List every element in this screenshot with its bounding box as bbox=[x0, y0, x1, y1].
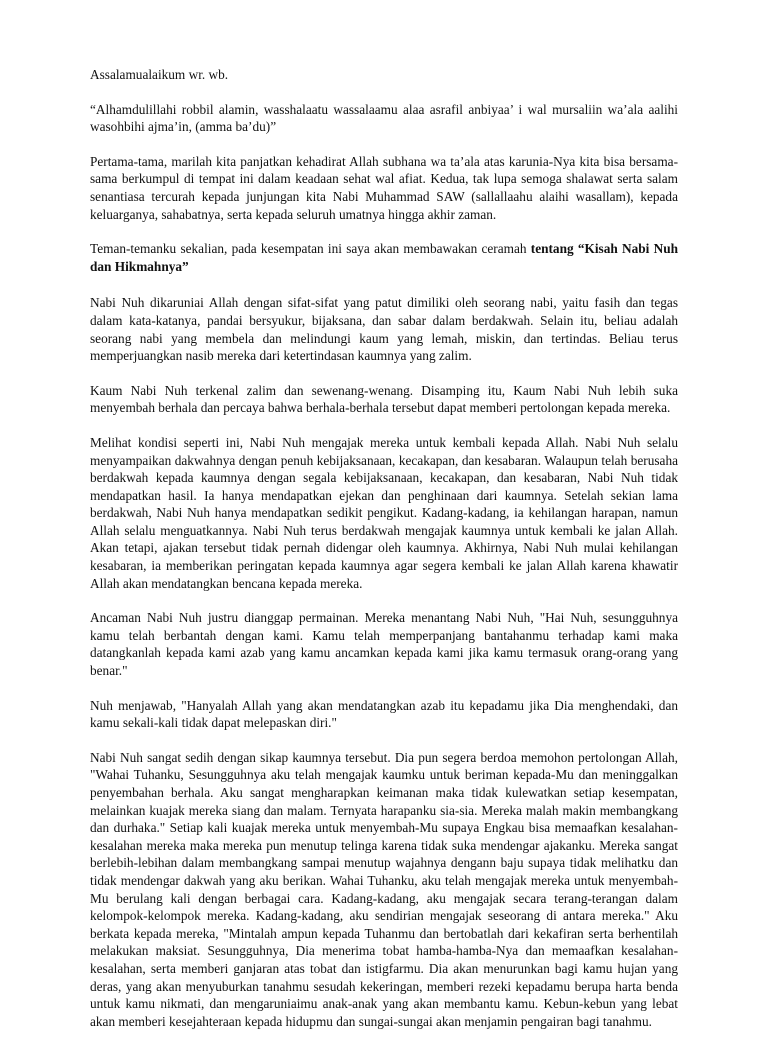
document-page bbox=[90, 66, 678, 1047]
opening-paragraph: Pertama-tama, marilah kita panjatkan kehadirat Allah subhana wa ta’ala atas karunia-Nya kita bisa bersama-sama berkumpul di tempat ini dalam keadaan sehat wal afiat. Kedua, tak lupa semoga shalawat serta salam senantiasa tercurah kepada junjungan kita Nabi Muhammad SAW (sallallaahu alaihi wasallam), kepada keluarganya, sahabatnya, serta kepada seluruh umatnya hingga akhir zaman. bbox=[90, 153, 678, 222]
body-paragraph-5: Nuh menjawab, "Hanyalah Allah yang akan mendatangkan azab itu kepadamu jika Dia menghendaki, dan kamu sekali-kali tidak dapat melepaskan diri." bbox=[90, 697, 678, 731]
intro-text: Teman-temanku sekalian, pada kesempatan ini saya akan membawakan ceramah bbox=[90, 241, 531, 257]
speech-title: tentang “Kisah Nabi Nuh dan Hikmahnya” bbox=[90, 241, 678, 274]
body-paragraph-1: Nabi Nuh dikaruniai Allah dengan sifat-sifat yang patut dimiliki oleh seorang nabi, yaitu fasih dan tegas dalam kata-katanya, pandai bersyukur, bijaksana, dan sabar dalam berdakwah. Selain itu, beliau adalah seorang nabi yang membela dan melindungi kaum yang lemah, miskin, dan tertindas. Beliau terus memperjuangkan nasib mereka dari ketertindasan kaumnya yang zalim. bbox=[90, 295, 678, 364]
intro-paragraph bbox=[90, 240, 678, 275]
body-paragraph-2: Kaum Nabi Nuh terkenal zalim dan sewenang-wenang. Disamping itu, Kaum Nabi Nuh lebih suka menyembah berhala dan percaya bahwa berhala-berhala tersebut dapat memberi pertolongan kepada mereka. bbox=[90, 382, 678, 416]
greeting: Assalamualaikum wr. wb. bbox=[90, 67, 229, 82]
opening-quote: “Alhamdulillahi robbil alamin, wasshalaatu wassalaamu alaa asrafil anbiyaa’ i wal mursaliin wa’ala aalihi wasohbihi ajma’in, (amma ba’du)” bbox=[90, 101, 678, 135]
body-paragraph-4: Ancaman Nabi Nuh justru dianggap permainan. Mereka menantang Nabi Nuh, "Hai Nuh, sesungguhnya kamu telah berbantah dengan kami. Kamu telah memperpanjang bantahanmu terhadap kami maka datangkanlah kepada kami azab yang kamu ancamkan kepada kami jika kamu termasuk orang-orang yang benar." bbox=[90, 610, 678, 679]
body-paragraph-3: Melihat kondisi seperti ini, Nabi Nuh mengajak mereka untuk kembali kepada Allah. Nabi Nuh selalu menyampaikan dakwahnya dengan penuh kebijaksanaan, kecakapan, dan kesabaran. Walaupun telah berusaha berdakwah kepada kaumnya dengan segala kebijaksanaan, kecakapan, dan kesabaran, Nabi Nuh tidak mendapatkan hasil. Ia hanya mendapatkan ejekan dan penghinaan dari kaumnya. Setelah sekian lama berdakwah, Nabi Nuh hanya mendapatkan sedikit pengikut. Kadang-kadang, ia kehilangan harapan, namun Allah selalu menguatkannya. Nabi Nuh terus berdakwah mengajak kaumnya untuk kembali ke jalan Allah. Akan tetapi, ajakan tersebut tidak pernah didengar oleh kaumnya. Akhirnya, Nabi Nuh mulai kehilangan kesabaran, ia memberikan peringatan kepada kaumnya agar segera kembali ke jalan Allah karena khawatir Allah akan mendatangkan bencana kepada mereka. bbox=[90, 434, 678, 591]
body-paragraph-6: Nabi Nuh sangat sedih dengan sikap kaumnya tersebut. Dia pun segera berdoa memohon pertolongan Allah, "Wahai Tuhanku, Sesungguhnya aku telah mengajak kaumku untuk beriman kepada-Mu dan meninggalkan penyembahan berhala. Aku sangat mengharapkan keimanan maka tidak kulewatkan setiap kesempatan, melainkan kuajak mereka siang dan malam. Ternyata harapanku sia-sia. Mereka malah makin membangkang dan durhaka." Setiap kali kuajak mereka untuk menyembah-Mu supaya Engkau bisa memaafkan kesalahan-kesalahan mereka maka mereka pun menutup telinga karena tidak suka mendengar ajakanku. Mereka sangat berlebih-lebihan dalam membangkang sampai menutup wajahnya dengann baju supaya tidak melihatku dan tidak mendengar dakwah yang aku berikan. Wahai Tuhanku, aku telah mengajak mereka untuk menyembah-Mu berulang kali dengan berbagai cara. Kadang-kadang, aku mengajak secara terang-terangan dalam kelompok-kelompok mereka. Kadang-kadang, aku sendirian mengajak seseorang di antara mereka." Aku berkata kepada mereka, "Mintalah ampun kepada Tuhanmu dan bertobatlah dari kekafiran serta berhentilah melakukan maksiat. Sesungguhnya, Dia menerima tobat hamba-hamba-Nya dan memaafkan kesalahan-kesalahan, serta memberi ganjaran atas tobat dan istigfarmu. Dia akan menurunkan bagi kamu hujan yang deras, yang akan menyuburkan tanahmu sesudah kekeringan, memberi rezeki kepadamu berupa harta benda untuk kamu nikmati, dan mengaruniaimu anak-anak yang akan membantu kamu. Kebun-kebun yang lebat akan memberi kesejahteraan kepada hidupmu dan sungai-sungai akan menjamin pengairan bagi tanahmu. bbox=[90, 749, 678, 1029]
